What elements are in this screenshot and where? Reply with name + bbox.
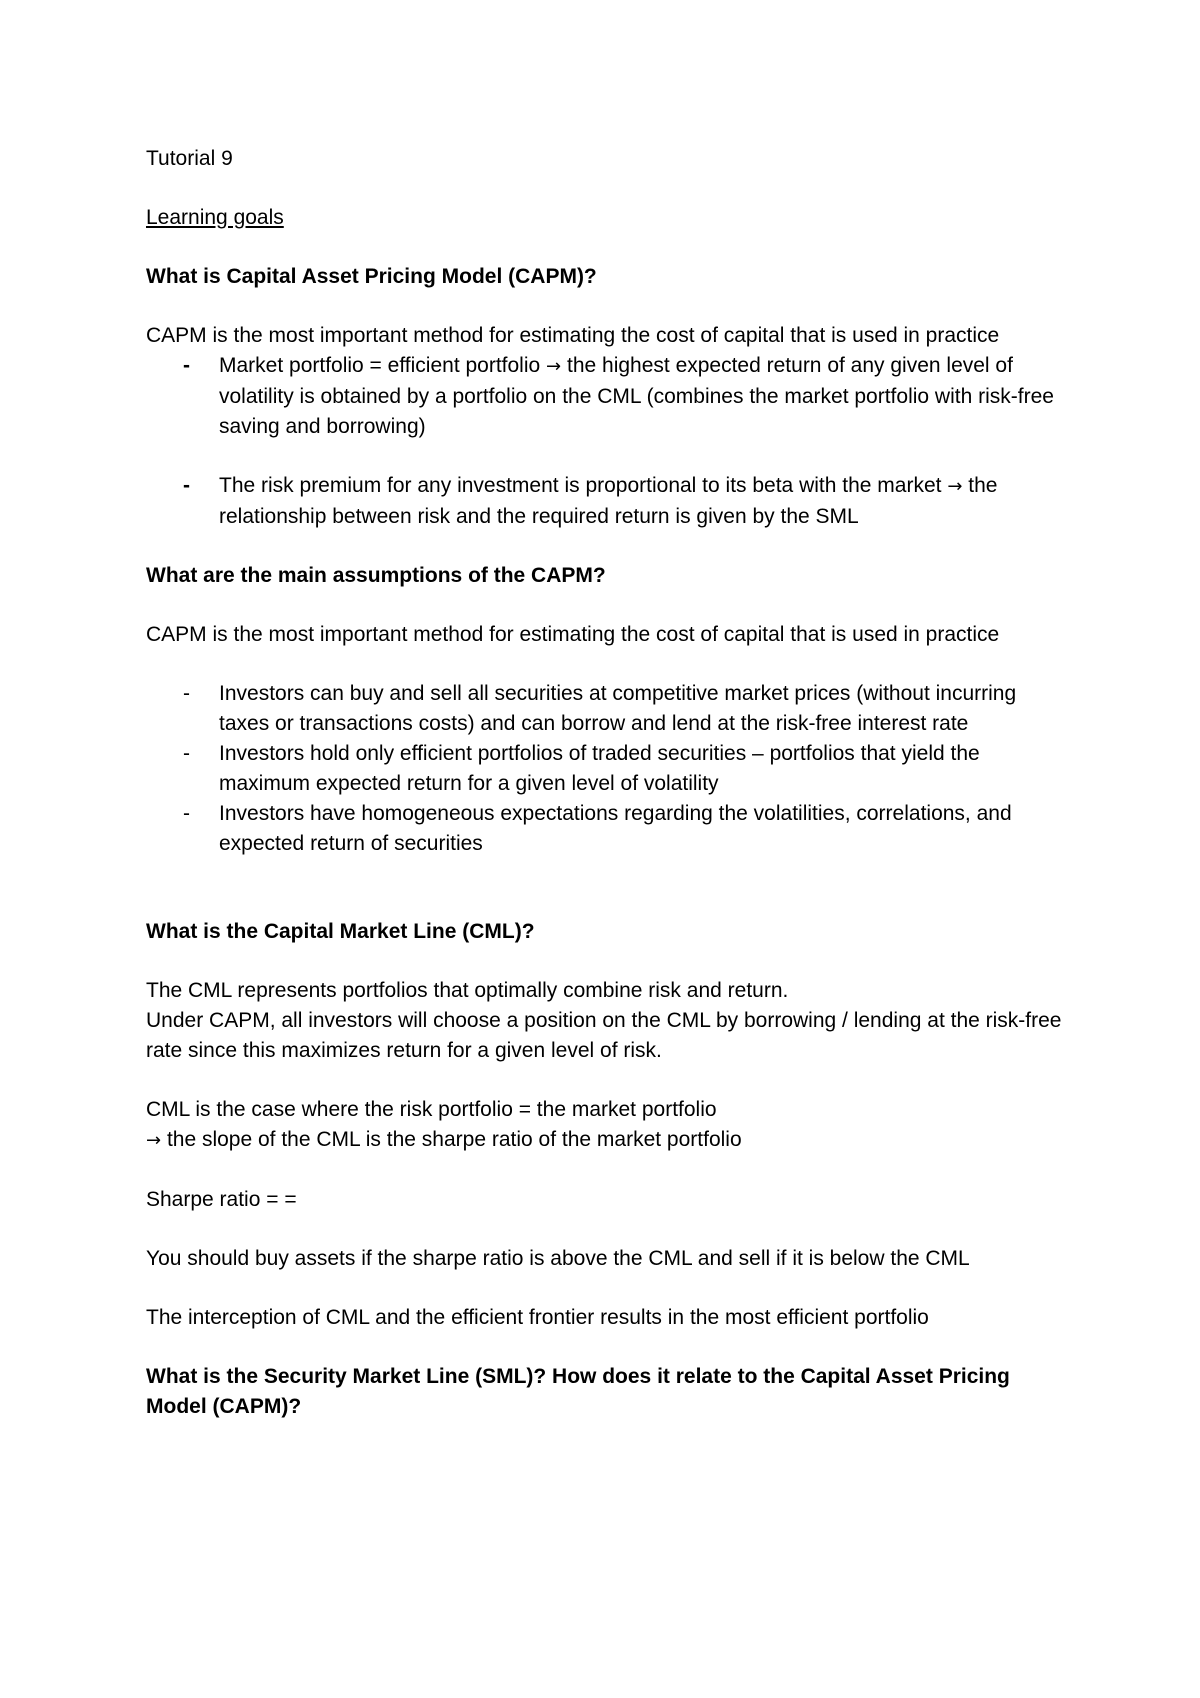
interception-text: The interception of CML and the efficient frontier results in the most efficient portfolio — [146, 1306, 929, 1329]
dash-bullet: - — [183, 802, 190, 825]
capm-bullets — [146, 351, 1066, 442]
capm-question: What is Capital Asset Pricing Model (CAPM)? — [146, 265, 597, 288]
learning-goals-heading: Learning goals — [146, 206, 284, 229]
buy-sell-rule: You should buy assets if the sharpe ratio is above the CML and sell if it is below the CML — [146, 1247, 970, 1270]
list-item — [146, 471, 1066, 532]
cml-definition: The CML represents portfolios that optimally combine risk and return. — [146, 979, 789, 1002]
assumptions-question: What are the main assumptions of the CAPM? — [146, 564, 606, 587]
arrow-icon: → — [146, 1130, 162, 1151]
cml-slope-text: the slope of the CML is the sharpe ratio of the market portfolio — [166, 1128, 742, 1151]
list-item — [146, 739, 1066, 799]
cml-question: What is the Capital Market Line (CML)? — [146, 920, 535, 943]
cml-slope-line — [146, 1125, 1066, 1156]
dash-bullet: - — [183, 474, 190, 497]
document-page — [146, 144, 1066, 1422]
arrow-icon: → — [947, 476, 963, 497]
capm-intro: CAPM is the most important method for estimating the cost of capital that is used in practice — [146, 324, 1000, 347]
bullet-text: Market portfolio = efficient portfolio — [219, 354, 541, 377]
dash-bullet: - — [183, 682, 190, 705]
bullet-text: the relationship between risk and the required return is given by the SML — [219, 474, 998, 528]
bullet-text: the highest expected return of any given level of volatility is obtained by a portfolio on the CML (combines the market portfolio with risk-free saving and borrowing) — [219, 354, 1054, 438]
assumption-text: Investors have homogeneous expectations regarding the volatilities, correlations, and expected return of securities — [219, 802, 1012, 855]
list-item — [146, 679, 1066, 739]
capm-bullets-2 — [146, 471, 1066, 532]
assumptions-intro: CAPM is the most important method for estimating the cost of capital that is used in practice — [146, 623, 1000, 646]
assumptions-list — [146, 679, 1066, 859]
cml-market-portfolio: CML is the case where the risk portfolio = the market portfolio — [146, 1098, 717, 1121]
sml-question: What is the Security Market Line (SML)? How does it relate to the Capital Asset Pricing Model (CAPM)? — [146, 1365, 1010, 1418]
assumption-text: Investors can buy and sell all securities at competitive market prices (without incurring taxes or transactions costs) and can borrow and lend at the risk-free interest rate — [219, 682, 1017, 735]
document-title: Tutorial 9 — [146, 147, 233, 170]
dash-bullet: - — [183, 742, 190, 765]
list-item — [146, 351, 1066, 442]
cml-capm-text: Under CAPM, all investors will choose a position on the CML by borrowing / lending at the risk-free rate since this maximizes return for a given level of risk. — [146, 1009, 1062, 1062]
dash-bullet: - — [183, 354, 190, 377]
sharpe-ratio-formula: Sharpe ratio = = — [146, 1188, 297, 1211]
assumption-text: Investors hold only efficient portfolios of traded securities – portfolios that yield the maximum expected return for a given level of volatility — [219, 742, 980, 795]
list-item — [146, 799, 1066, 859]
arrow-icon: → — [546, 356, 562, 377]
bullet-text: The risk premium for any investment is proportional to its beta with the market — [219, 474, 942, 497]
